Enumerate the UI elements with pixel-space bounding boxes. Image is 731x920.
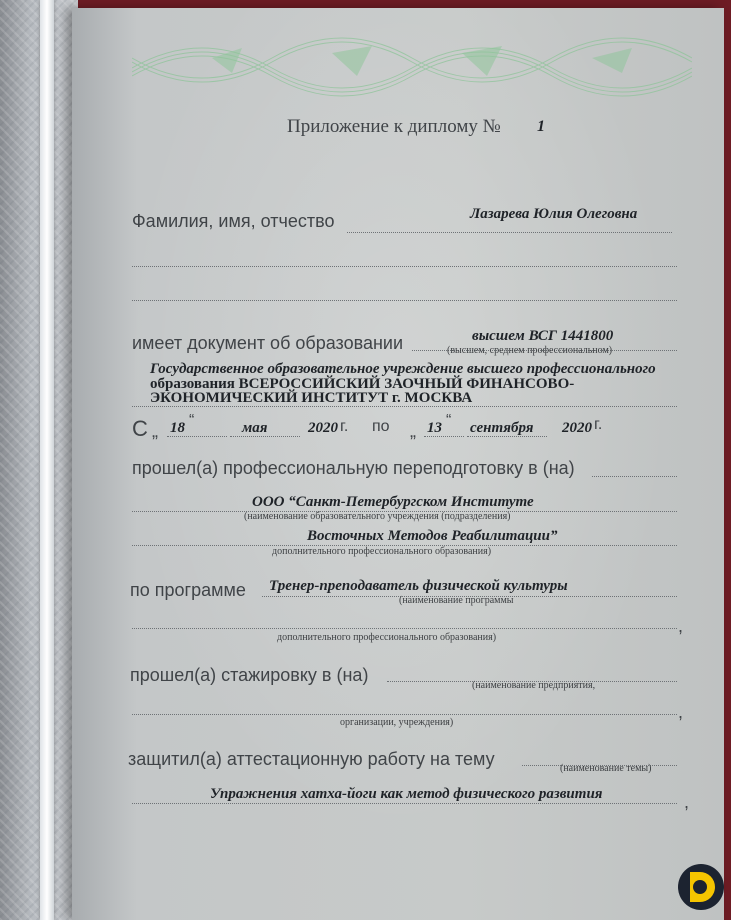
internship-hint-1: (наименование предприятия, [472,680,596,691]
program-hint-2: дополнительного профессионального образования) [277,632,497,643]
brand-logo-icon [676,862,726,912]
period-quote-2: “ [189,412,195,429]
fio-value: Лазарева Юлия Олеговна [470,206,638,222]
thesis-hint: (наименование темы) [560,763,652,774]
period-from-year: 2020 [308,420,338,436]
period-to-label: по [372,418,390,435]
internship-hint-2: организации, учреждения) [340,717,454,728]
period-from-label: С [132,416,148,441]
fio-label: Фамилия, имя, отчество [132,211,335,231]
thesis-label: защитил(а) аттестационную работу на тему [128,749,495,769]
appendix-number: 1 [537,118,545,135]
diploma-appendix-page [72,8,724,920]
thesis-value: Упражнения хатха-йоги как метод физического развития [210,786,603,802]
retraining-value-2: Восточных Методов Реабилитации” [307,528,558,544]
from-day-line [167,436,227,437]
from-month-line [230,436,300,437]
period-from-day: 18 [170,420,185,436]
internship-label: прошел(а) стажировку в (на) [130,665,369,685]
left-page [0,0,78,920]
to-day-line [424,436,464,437]
period-year-suffix-1: г. [340,418,349,435]
retraining-label: прошел(а) профессиональную переподготовку в (на) [132,458,575,478]
period-to-month: сентября [470,420,534,436]
retraining-hint-1: (наименование образовательного учреждения (подразделения) [244,511,511,522]
institution-line-3: ЭКОНОМИЧЕСКИЙ ИНСТИТУТ г. МОСКВА [150,390,473,406]
retraining-hint-2: дополнительного профессионального образования) [272,546,492,557]
period-quote-1: „ [152,421,158,441]
thesis-line-2 [132,803,677,804]
page-title: Приложение к диплому № [287,116,501,137]
fio-line [347,232,672,233]
period-quote-3: „ [410,421,416,441]
bookmark-ribbon [40,0,54,920]
education-label: имеет документ об образовании [132,333,404,353]
blank-line-1 [132,266,677,267]
program-value: Тренер-преподаватель физической культуры [269,578,568,594]
education-hint: (высшем, среднем профессиональном) [447,345,613,356]
internship-line-2 [132,714,677,715]
program-hint-1: (наименование программы [399,595,514,606]
education-value: высшем ВСГ 1441800 [472,328,614,344]
internship-comma: , [678,702,684,722]
program-comma: , [678,616,684,636]
program-line-2 [132,628,677,629]
program-label: по программе [130,580,246,600]
period-to-year: 2020 [562,420,592,436]
to-month-line [467,436,547,437]
retraining-line-a [592,476,677,477]
period-quote-4: “ [446,412,452,429]
period-year-suffix-2: г. [594,416,603,433]
retraining-value-1: ООО “Санкт-Петербургском Институте [252,494,534,510]
institution-line-1: Государственное образовательное учреждение высшего профессионального [150,361,656,377]
institution-line-2: образования ВСЕРОССИЙСКИЙ ЗАОЧНЫЙ ФИНАНСОВО- [150,376,575,392]
guilloche-ornament-icon [132,28,692,98]
thesis-comma: , [684,792,690,812]
period-from-month: мая [242,420,268,436]
blank-line-2 [132,300,677,301]
period-to-day: 13 [427,420,442,436]
institution-underline [132,406,677,407]
